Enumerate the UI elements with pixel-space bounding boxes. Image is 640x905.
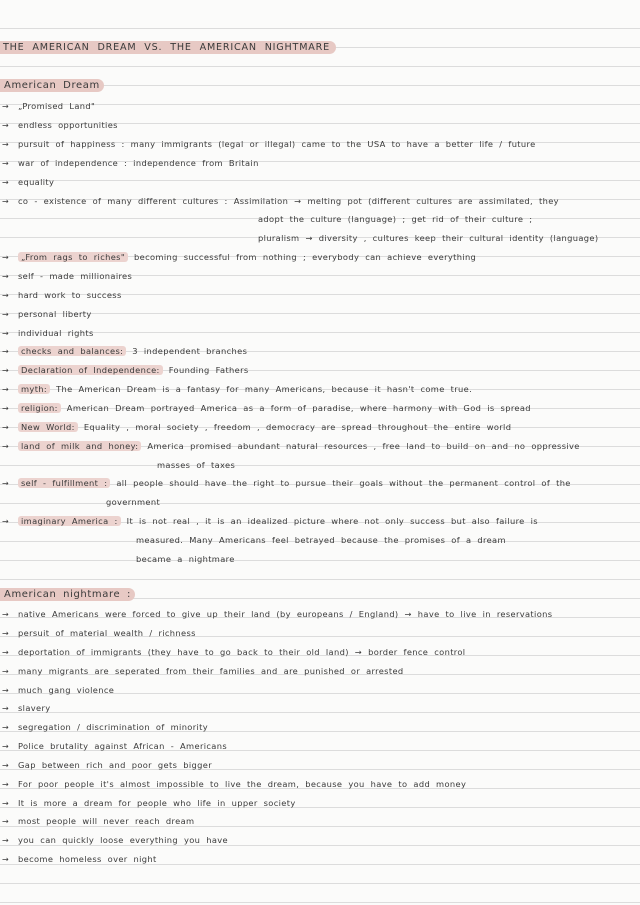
arrow-icon: →	[2, 197, 10, 206]
dream-item: → equality	[2, 177, 55, 187]
dream-item: → religion: American Dream portrayed America as a form of paradise, where harmony with God is spread	[2, 403, 531, 413]
arrow-icon: →	[2, 723, 10, 732]
dream-item: → hard work to success	[2, 290, 122, 300]
dream-heading: American Dream	[0, 80, 104, 92]
arrow-icon: →	[2, 404, 10, 413]
arrow-icon: →	[2, 479, 10, 488]
arrow-icon: →	[2, 140, 10, 149]
nightmare-item: → deportation of immigrants (they have to go back to their old land) → border fence control	[2, 647, 466, 657]
arrow-icon: →	[2, 799, 10, 808]
dream-item: → New World: Equality , moral society , freedom , democracy are spread throughout the entire world	[2, 422, 512, 432]
nightmare-item: → persuit of material wealth / richness	[2, 628, 196, 638]
dream-item: → „Promised Land"	[2, 101, 96, 111]
dream-item: → endless opportunities	[2, 120, 118, 130]
nightmare-item: → It is more a dream for people who life in upper society	[2, 798, 296, 808]
nightmare-item: → Gap between rich and poor gets bigger	[2, 760, 212, 770]
arrow-icon: →	[2, 121, 10, 130]
nightmare-item: → become homeless over night	[2, 854, 157, 864]
dream-item-continued: masses of taxes	[157, 460, 236, 470]
arrow-icon: →	[2, 855, 10, 864]
dream-item: → co - existence of many different cultures : Assimilation → melting pot (different cultures are assimilated, they	[2, 196, 559, 206]
dream-item: → self - fulfillment : all people should have the right to pursue their goals without the permanent control of the	[2, 478, 571, 488]
arrow-icon: →	[2, 817, 10, 826]
dream-item: → „From rags to riches" becoming successful from nothing ; everybody can achieve everything	[2, 252, 477, 262]
nightmare-item: → slavery	[2, 703, 51, 713]
dream-item: → imaginary America : It is not real , it is an idealized picture where not only success but also failure is	[2, 516, 538, 526]
arrow-icon: →	[2, 442, 10, 451]
dream-item: → myth: The American Dream is a fantasy for many Americans, because it hasn't come true.	[2, 384, 473, 394]
arrow-icon: →	[2, 310, 10, 319]
dream-item: → land of milk and honey: America promised abundant natural resources , free land to build on and no oppressive	[2, 441, 580, 451]
nightmare-item: → For poor people it's almost impossible to live the dream, because you have to add money	[2, 779, 467, 789]
nightmare-item: → you can quickly loose everything you have	[2, 835, 229, 845]
dream-item: → individual rights	[2, 328, 94, 338]
dream-item: → pursuit of happiness : many immigrants (legal or illegal) came to the USA to have a better life / future	[2, 139, 536, 149]
dream-item-continued: adopt the culture (language) ; get rid of their culture ;	[258, 214, 533, 224]
nightmare-item: → many migrants are seperated from their families and are punished or arrested	[2, 666, 404, 676]
dream-item-continued: became a nightmare	[136, 554, 235, 564]
arrow-icon: →	[2, 253, 10, 262]
dream-item-continued: pluralism → diversity , cultures keep their cultural identity (language)	[258, 233, 599, 243]
nightmare-item: → segregation / discrimination of minority	[2, 722, 209, 732]
arrow-icon: →	[2, 836, 10, 845]
nightmare-item: → most people will never reach dream	[2, 816, 195, 826]
dream-item: → checks and balances: 3 independent branches	[2, 346, 248, 356]
arrow-icon: →	[2, 347, 10, 356]
arrow-icon: →	[2, 610, 10, 619]
dream-item: → self - made millionaires	[2, 271, 133, 281]
arrow-icon: →	[2, 780, 10, 789]
arrow-icon: →	[2, 329, 10, 338]
arrow-icon: →	[2, 272, 10, 281]
arrow-icon: →	[2, 648, 10, 657]
nightmare-heading: American nightmare :	[0, 589, 135, 601]
arrow-icon: →	[2, 102, 10, 111]
dream-item-continued: government	[106, 497, 161, 507]
arrow-icon: →	[2, 517, 10, 526]
arrow-icon: →	[2, 423, 10, 432]
arrow-icon: →	[2, 159, 10, 168]
arrow-icon: →	[2, 686, 10, 695]
dream-item-continued: measured. Many Americans feel betrayed because the promises of a dream	[136, 535, 506, 545]
arrow-icon: →	[2, 385, 10, 394]
arrow-icon: →	[2, 742, 10, 751]
arrow-icon: →	[2, 629, 10, 638]
dream-item: → war of independence : independence from Britain	[2, 158, 259, 168]
nightmare-item: → Police brutality against African - Americans	[2, 741, 227, 751]
page-title: THE AMERICAN DREAM VS. THE AMERICAN NIGHTMARE	[0, 42, 336, 54]
arrow-icon: →	[2, 178, 10, 187]
dream-item: → personal liberty	[2, 309, 92, 319]
nightmare-item: → native Americans were forced to give up their land (by europeans / England) → have to live in reservations	[2, 609, 553, 619]
arrow-icon: →	[2, 667, 10, 676]
arrow-icon: →	[2, 704, 10, 713]
arrow-icon: →	[2, 291, 10, 300]
dream-item: → Declaration of Independence: Founding Fathers	[2, 365, 249, 375]
nightmare-item: → much gang violence	[2, 685, 115, 695]
arrow-icon: →	[2, 366, 10, 375]
arrow-icon: →	[2, 761, 10, 770]
